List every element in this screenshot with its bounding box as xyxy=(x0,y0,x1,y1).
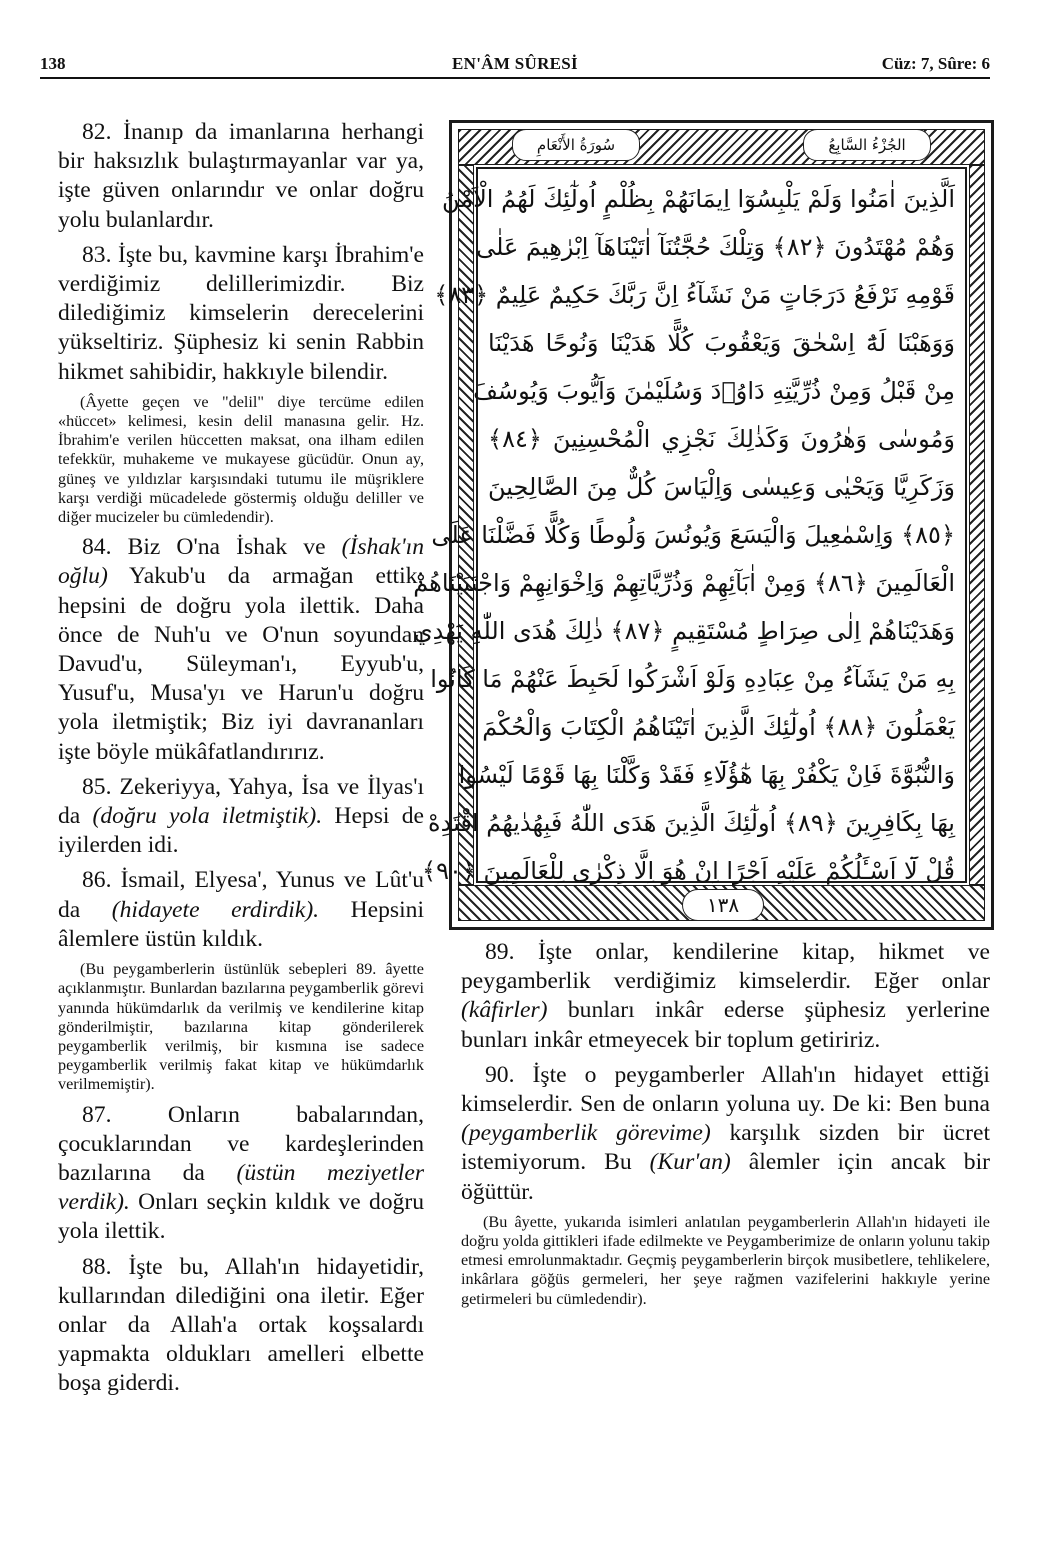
quran-line: ﴿٨٥﴾ وَاِسْمٰعِيلَ وَالْيَسَعَ وَيُونُسَ وَلُوطًا وَكُلًّا فَضَّلْنَا عَلَى xyxy=(431,521,955,549)
header-rule xyxy=(40,77,990,79)
verse-88: 88. İşte bu, Allah'ın hidayetidir, kullarından dilediğini ona iletir. Eğer onlar da Allah'a ortak koşsalardı yapmakta oldukları amelleri elbette boşa giderdi. xyxy=(58,1253,424,1397)
juz-label: الجُزْءُ السَّابِعُ xyxy=(803,129,931,161)
quran-line: وَوَهَبْنَا لَهُٓ اِسْحٰقَ وَيَعْقُوبَ كُلًّا هَدَيْنَا وَنُوحًا هَدَيْنَا xyxy=(488,329,955,357)
note-90: (Bu âyette, yukarıda isimleri anlatılan peygamberlerin Allah'ın hidayeti ile doğru yolda gittikleri ifade edilmekte ve Peygamberimize de onların yolunu takip etmesi emrolunmaktadır. Geçmiş peygamberlerin birçok musibetlere, tehlikelere, inkârlara göğüs germeleri, her şeye rağmen vazifelerini hakkıyle yerine getirmeleri bu cümledendir). xyxy=(461,1212,990,1308)
verse-86: 86. İsmail, Elyesa', Yunus ve Lût'u da (hidayete erdirdik). Hepsini âlemlere üstün kıldık. xyxy=(58,867,424,952)
right-translation-column xyxy=(461,938,990,1315)
page-number: 138 xyxy=(40,54,66,73)
verse-89: 89. İşte onlar, kendilerine kitap, hikmet ve peygamberlik verdiğimiz kimselerdir. Eğer onlar (kâfirler) bunları inkâr ederse şüphesiz yerlerine bunları inkâr etmeyecek bir toplum getiririz. xyxy=(461,939,990,1053)
quran-text-area xyxy=(413,167,967,885)
quran-line: وَهُمْ مُهْتَدُونَ ﴿٨٢﴾ وَتِلْكَ حُجَّتُنَآ اٰتَيْنَاهَآ اِبْرٰهِيمَ عَلٰى xyxy=(476,233,955,261)
note-83: (Âyette geçen ve "delil" diye tercüme edilen «hüccet» kelimesi, kesin delil manasına gelir. Hz. İbrahim'e verilen hüccetten maksat, ona ilham edilen tefekkür, muhakeme ve mukayese gücüdür. Onun ay, güneş ve yıldızlar karşısındaki tutumu ile müşriklere karşı verdiği mücadelede göstermiş olduğu deliller ve diğer mucizeler bu cümledendir). xyxy=(58,392,424,527)
quran-line: قُلْ لَٓا اَسْـَٔلُكُمْ عَلَيْهِ اَجْرًا اِنْ هُوَ اِلَّا ذِكْرٰى لِلْعَالَمِينَ ﴿٩٠﴾ xyxy=(422,857,955,885)
ornament-border-right xyxy=(969,165,985,885)
sura-label: سُورَةُ الأَنْعَامِ xyxy=(512,129,640,161)
left-translation-column xyxy=(58,118,424,1405)
verse-84: 84. Biz O'na İshak ve (İshak'ın oğlu) Yakub'u da armağan ettik; hepsini de doğru yola ilettik. Daha önce de Nuh'u ve O'nun soyundan Davud'u, Süleyman'ı, Eyyub'u, Yusuf'u, Musa'yı ve Harun'u doğru yola iletmiştik; Biz iyi davrananları işte böyle mükâfatlandırırız. xyxy=(58,534,424,765)
quran-line: اَلَّذِينَ اٰمَنُوا وَلَمْ يَلْبِسُوٓا اِيمَانَهُمْ بِظُلْمٍ اُولٰٓئِكَ لَهُمُ الْاَمْنُ xyxy=(441,185,955,213)
quran-line: يَعْمَلُونَ ﴿٨٨﴾ اُولٰٓئِكَ الَّذِينَ اٰتَيْنَاهُمُ الْكِتَابَ وَالْحُكْمَ xyxy=(482,713,955,741)
quran-line: وَزَكَرِيَّا وَيَحْيٰى وَعِيسٰى وَاِلْيَاسَ كُلٌّ مِنَ الصَّالِحِينَ xyxy=(488,473,955,501)
verse-87: 87. Onların babalarından, çocuklarından ve kardeşlerinden bazılarına da (üstün meziyetler verdik). Onları seçkin kıldık ve doğru yola ilettik. xyxy=(58,1101,424,1245)
verse-85: 85. Zekeriyya, Yahya, İsa ve İlyas'ı da (doğru yola iletmiştik). Hepsi de iyilerden idi. xyxy=(58,773,424,859)
verse-82: 82. İnanıp da imanlarına herhangi bir haksızlık bulaştırmayanlar var ya, işte güven onlarındır ve onlar doğru yolu bulanlardır. xyxy=(58,119,424,233)
quran-line: بِهِ مَنْ يَشَآءُ مِنْ عِبَادِهِ وَلَوْ اَشْرَكُوا لَحَبِطَ عَنْهُمْ مَا كَانُوا xyxy=(430,665,955,693)
quran-line: قَوْمِهِ نَرْفَعُ دَرَجَاتٍ مَنْ نَشَآءُ اِنَّ رَبَّكَ حَكِيمٌ عَلِيمٌ ﴿٨٣﴾ xyxy=(434,281,955,309)
verse-90: 90. İşte o peygamberler Allah'ın hidayet ettiği kimselerdir. Sen de onların yoluna uy. De ki: Ben buna (peygamberlik görevime) karşılık sizden bir ücret istemiyorum. Bu (Kur'an) âlemler için ancak bir öğüttür. xyxy=(461,1061,990,1205)
quran-line: وَهَدَيْنَاهُمْ اِلٰى صِرَاطٍ مُسْتَقِيمٍ ﴿٨٧﴾ ذٰلِكَ هُدَى اللّٰهِ يَهْدِي xyxy=(413,617,955,645)
quran-line: وَمُوسٰى وَهٰرُونَ وَكَذٰلِكَ نَجْزِي الْمُحْسِنِينَ ﴿٨٤﴾ xyxy=(488,425,955,453)
page-header xyxy=(40,52,990,78)
quran-line: مِنْ قَبْلُ وَمِنْ ذُرِّيَّتِهِ دَاوُ۫دَ وَسُلَيْمٰنَ وَاَيُّوبَ وَيُوسُفَ xyxy=(473,377,955,405)
arabic-page-number: ١٣٨ xyxy=(682,889,764,921)
quran-line: الْعَالَمِينَ ﴿٨٦﴾ وَمِنْ اٰبَآئِهِمْ وَذُرِّيَّاتِهِمْ وَاِخْوَانِهِمْ وَاجْتَبَيْنَاهُمْ xyxy=(413,569,955,597)
sura-title: EN'ÂM SÛRESİ xyxy=(452,54,578,73)
verse-83: 83. İşte bu, kavmine karşı İbrahim'e verdiğimiz delillerimizdir. Biz dilediğimiz kimselerin derecelerini yükseltiriz. Şüphesiz ki senin Rabbin hikmet sahibidir, hakkıyle bilendir. xyxy=(58,241,424,385)
mushaf-page-frame xyxy=(413,120,994,930)
quran-line: وَالنُّبُوَّةَ فَاِنْ يَكْفُرْ بِهَا هٰٓؤُلَٓاءِ فَقَدْ وَكَّلْنَا بِهَا قَوْمًا لَيْسُوا xyxy=(458,761,955,789)
quran-line: بِهَا بِكَافِرِينَ ﴿٨٩﴾ اُولٰٓئِكَ الَّذِينَ هَدَى اللّٰهُ فَبِهُدٰيهُمُ اقْتَدِهْ xyxy=(428,809,955,837)
juz-sura-info: Cüz: 7, Sûre: 6 xyxy=(881,54,990,73)
note-86: (Bu peygamberlerin üstünlük sebepleri 89. âyette açıklanmıştır. Bunlardan bazılarına peygamberlik görevi yanında hükümdarlık da verilmiş ve kendilerine kitap gönderilmiştir, bazılarına kitap gönderilerek peygamberlik verilmiş, bir kısmına ise sadece peygamberlik verilmiş fakat kitap ve hükümdarlık verilmemiştir). xyxy=(58,960,424,1094)
